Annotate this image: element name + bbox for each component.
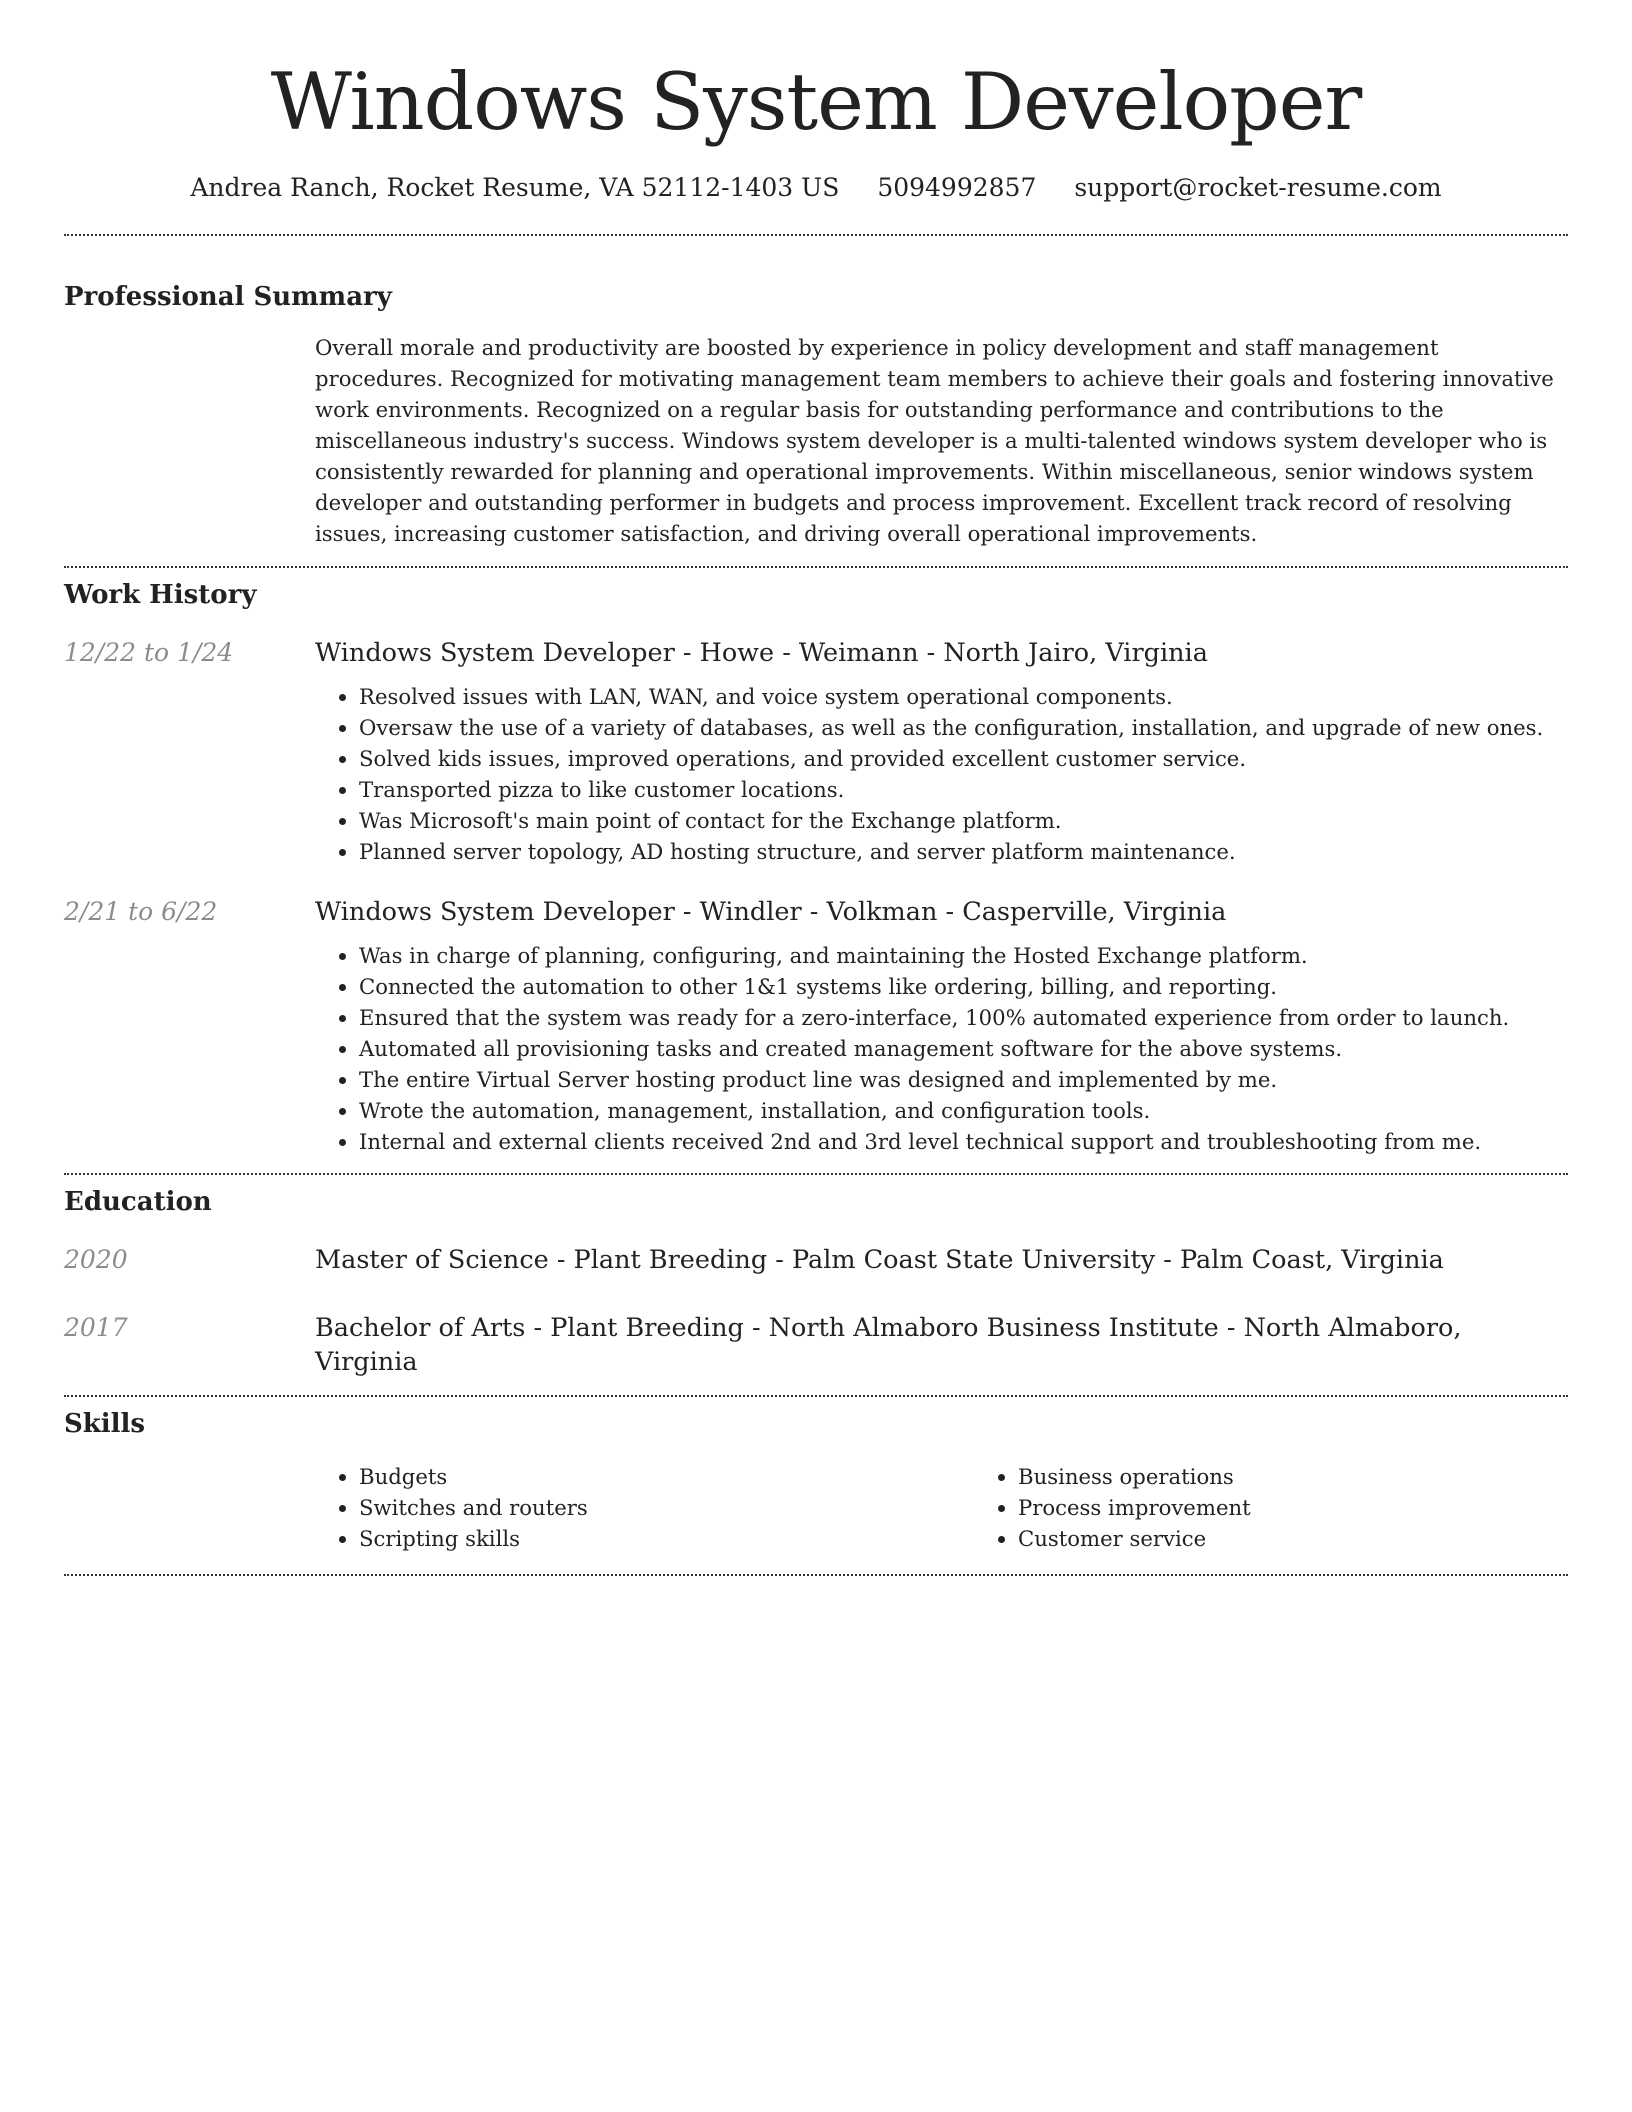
job-role: Windows System Developer [315, 897, 675, 927]
work-history-heading: Work History [64, 580, 257, 610]
job-bullets [315, 681, 1568, 867]
skill-item: • Switches and routers [359, 1492, 974, 1523]
job-bullets [315, 940, 1568, 1157]
education-degree: Master of Science - Plant Breeding [315, 1245, 768, 1275]
candidate-name: Windows System Developer [270, 56, 1362, 148]
job-heading [315, 895, 1568, 929]
divider [64, 234, 1568, 236]
summary-heading: Professional Summary [64, 282, 392, 312]
skill-item: • Customer service [1018, 1523, 1632, 1554]
divider [64, 566, 1568, 568]
divider [64, 1395, 1568, 1397]
divider [64, 1173, 1568, 1175]
list-item: • Wrote the automation, management, installation, and configuration tools. [359, 1095, 1568, 1126]
contact-email: support@rocket-resume.com [1074, 173, 1442, 202]
skills-heading: Skills [64, 1409, 146, 1439]
job-details: - Windler - Volkman - Casperville, Virginia [674, 897, 1227, 927]
job-heading [315, 636, 1568, 670]
education-year: 2017 [64, 1313, 128, 1342]
job-details: - Howe - Weimann - North Jairo, Virginia [674, 638, 1208, 668]
contact-phone: 5094992857 [877, 173, 1037, 202]
list-item: • Was Microsoft's main point of contact for the Exchange platform. [359, 805, 1568, 836]
education-details: - North Almaboro Business Institute - North Almaboro, Virginia [315, 1313, 1462, 1377]
divider [64, 1574, 1568, 1576]
list-item: • Was in charge of planning, configuring, and maintaining the Hosted Exchange platform. [359, 940, 1568, 971]
list-item: • Oversaw the use of a variety of databases, as well as the configuration, installation, and upgrade of new ones. [359, 712, 1568, 743]
job-role: Windows System Developer [315, 638, 675, 668]
list-item: • Resolved issues with LAN, WAN, and voice system operational components. [359, 681, 1568, 712]
education-year: 2020 [64, 1245, 128, 1274]
education-entry [64, 1311, 1568, 1379]
list-item: • Connected the automation to other 1&1 systems like ordering, billing, and reporting. [359, 971, 1568, 1002]
education-degree: Bachelor of Arts - Plant Breeding [315, 1313, 744, 1343]
job-dates: 2/21 to 6/22 [64, 897, 218, 926]
skills-section [64, 1407, 1568, 1554]
work-history-section [64, 578, 1568, 1157]
job-entry [64, 895, 1568, 1157]
summary-section [64, 280, 1568, 549]
education-section [64, 1185, 1568, 1379]
list-item: • Transported pizza to like customer locations. [359, 774, 1568, 805]
list-item: • Ensured that the system was ready for a zero-interface, 100% automated experience from order to launch. [359, 1002, 1568, 1033]
education-details: - Palm Coast State University - Palm Coast, Virginia [767, 1245, 1444, 1275]
skills-list-right [974, 1461, 1632, 1554]
skills-list-left [315, 1461, 974, 1554]
contact-address: Andrea Ranch, Rocket Resume, VA 52112-1403 US [190, 173, 840, 202]
skill-item: • Scripting skills [359, 1523, 974, 1554]
contact-line [64, 172, 1568, 204]
skill-item: • Process improvement [1018, 1492, 1632, 1523]
list-item: • Internal and external clients received 2nd and 3rd level technical support and troubleshooting from me. [359, 1126, 1568, 1157]
list-item: • The entire Virtual Server hosting product line was designed and implemented by me. [359, 1064, 1568, 1095]
job-dates: 12/22 to 1/24 [64, 638, 234, 667]
list-item: • Solved kids issues, improved operations, and provided excellent customer service. [359, 743, 1568, 774]
skill-item: • Budgets [359, 1461, 974, 1492]
job-entry [64, 636, 1568, 867]
summary-text: Overall morale and productivity are boosted by experience in policy development and staff management procedures. Recognized for motivating management team members to achieve their goals and fostering innovative work environments. Recognized on a regular basis for outstanding performance and contributions to the miscellaneous industry's success. Windows system developer is a multi-talented windows system developer who is consistently rewarded for planning and operational improvements. Within miscellaneous, senior windows system developer and outstanding performer in budgets and process improvement. Excellent track record of resolving issues, increasing customer satisfaction, and driving overall operational improvements. [315, 335, 1554, 546]
education-heading: Education [64, 1187, 212, 1217]
skill-item: • Business operations [1018, 1461, 1632, 1492]
list-item: • Planned server topology, AD hosting structure, and server platform maintenance. [359, 836, 1568, 867]
list-item: • Automated all provisioning tasks and created management software for the above systems. [359, 1033, 1568, 1064]
resume-page [64, 0, 1568, 1576]
education-entry [64, 1243, 1568, 1277]
